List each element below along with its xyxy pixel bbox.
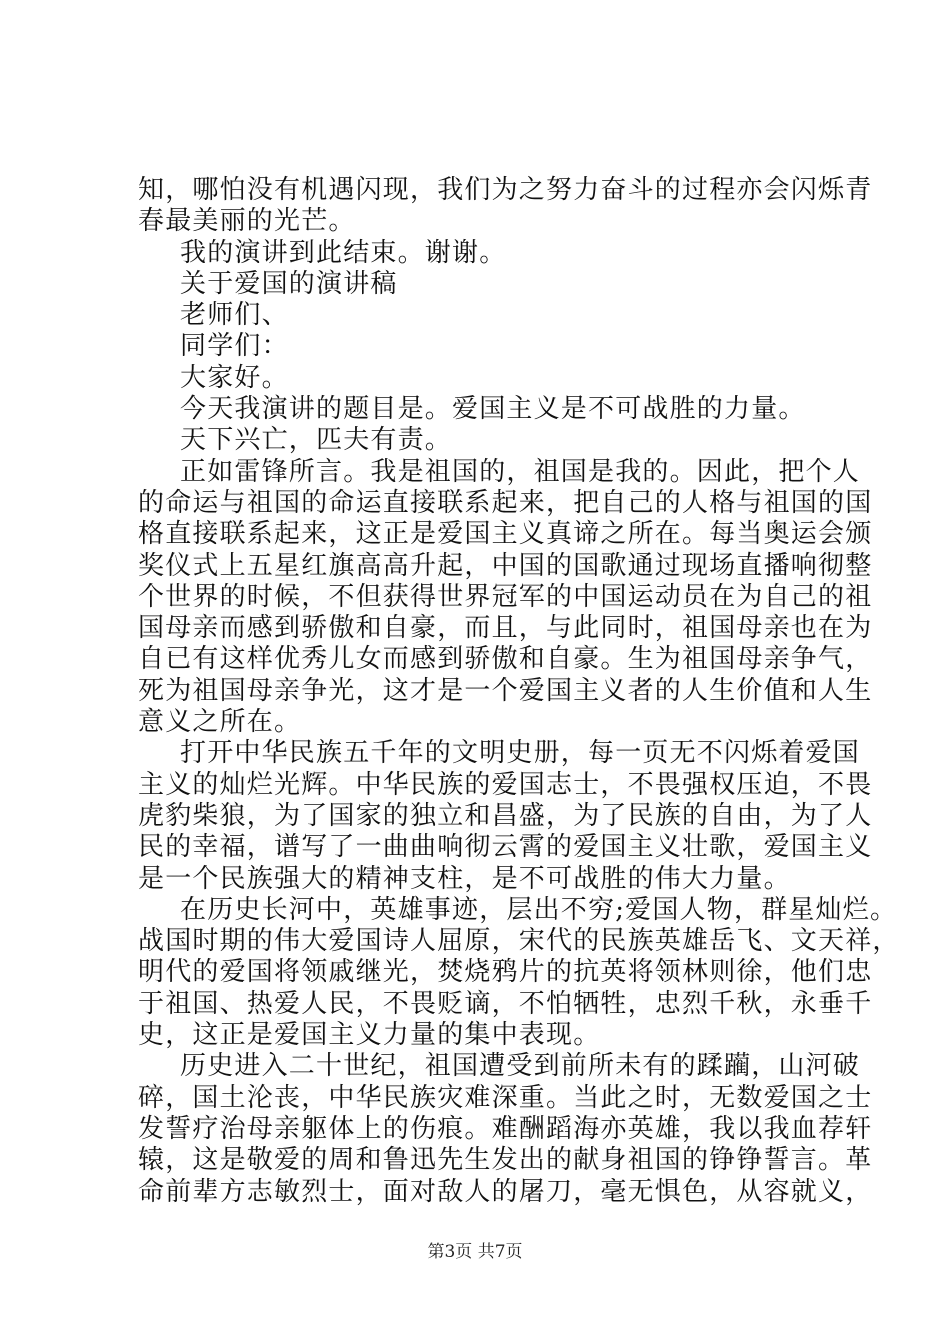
text-line: 死为祖国母亲争光，这才是一个爱国主义者的人生价值和人生 [138,675,873,706]
text-line: 知，哪怕没有机遇闪现，我们为之努力奋斗的过程亦会闪烁青 [138,175,873,205]
text-line: 明代的爱国将领戚继光，焚烧鸦片的抗英将领林则徐，他们忠 [138,957,873,988]
text-line: 格直接联系起来，这正是爱国主义真谛之所在。每当奥运会颁 [138,519,873,550]
page-number-footer: 第3页 共7页 [427,1242,523,1262]
text-line: 碎，国土沦丧，中华民族灾难深重。当此之时，无数爱国之士 [138,1082,873,1113]
text-line: 于祖国、热爱人民，不畏贬谪，不怕牺牲，忠烈千秋，永垂千 [138,988,873,1019]
text-line: 春最美丽的光芒。 [138,206,356,237]
text-line: 自已有这样优秀儿女而感到骄傲和自豪。生为祖国母亲争气， [138,644,873,675]
text-line: 战国时期的伟大爱国诗人屈原，宋代的民族英雄岳飞、文天祥， [138,926,900,957]
text-line: 是一个民族强大的精神支柱，是不可战胜的伟大力量。 [138,863,791,894]
text-line: 天下兴亡，匹夫有责。 [180,425,453,456]
text-line: 大家好。 [180,362,289,393]
text-line: 正如雷锋所言。我是祖国的，祖国是我的。因此，把个人 [180,456,861,487]
text-line: 史，这正是爱国主义力量的集中表现。 [138,1020,601,1051]
text-line: 奖仪式上五星红旗高高升起，中国的国歌通过现场直播响彻整 [138,550,873,581]
text-line: 今天我演讲的题目是。爱国主义是不可战胜的力量。 [180,394,806,425]
text-line: 发誓疗治母亲躯体上的伤痕。难酬蹈海亦英雄，我以我血荐轩 [138,1113,873,1144]
text-line: 主义的灿烂光辉。中华民族的爱国志士，不畏强权压迫，不畏 [138,769,873,800]
text-line: 在历史长河中，英雄事迹，层出不穷;爱国人物，群星灿烂。 [180,894,898,925]
document-body [138,175,900,1208]
text-line: 打开中华民族五千年的文明史册，每一页无不闪烁着爱国 [180,738,861,769]
text-line: 个世界的时候，不但获得世界冠军的中国运动员在为自己的祖 [138,581,873,612]
text-line: 民的幸福，谱写了一曲曲响彻云霄的爱国主义壮歌，爱国主义 [138,832,873,863]
speech-title: 关于爱国的演讲稿 [180,268,398,299]
text-line: 命前辈方志敏烈士，面对敌人的屠刀，毫无惧色，从容就义， [138,1176,873,1207]
text-line: 的命运与祖国的命运直接联系起来，把自己的人格与祖国的国 [138,487,873,518]
text-line: 我的演讲到此结束。谢谢。 [180,237,507,268]
text-line: 国母亲而感到骄傲和自豪，而且，与此同时，祖国母亲也在为 [138,613,873,644]
text-line: 历史进入二十世纪，祖国遭受到前所未有的蹂躏，山河破 [180,1051,861,1082]
text-line: 辕，这是敬爱的周和鲁迅先生发出的献身祖国的铮铮誓言。革 [138,1145,873,1176]
text-line: 虎豹柴狼，为了国家的独立和昌盛，为了民族的自由，为了人 [138,800,873,831]
text-line: 同学们： [180,331,289,362]
text-line: 意义之所在。 [138,707,302,738]
text-line: 老师们、 [180,300,289,331]
